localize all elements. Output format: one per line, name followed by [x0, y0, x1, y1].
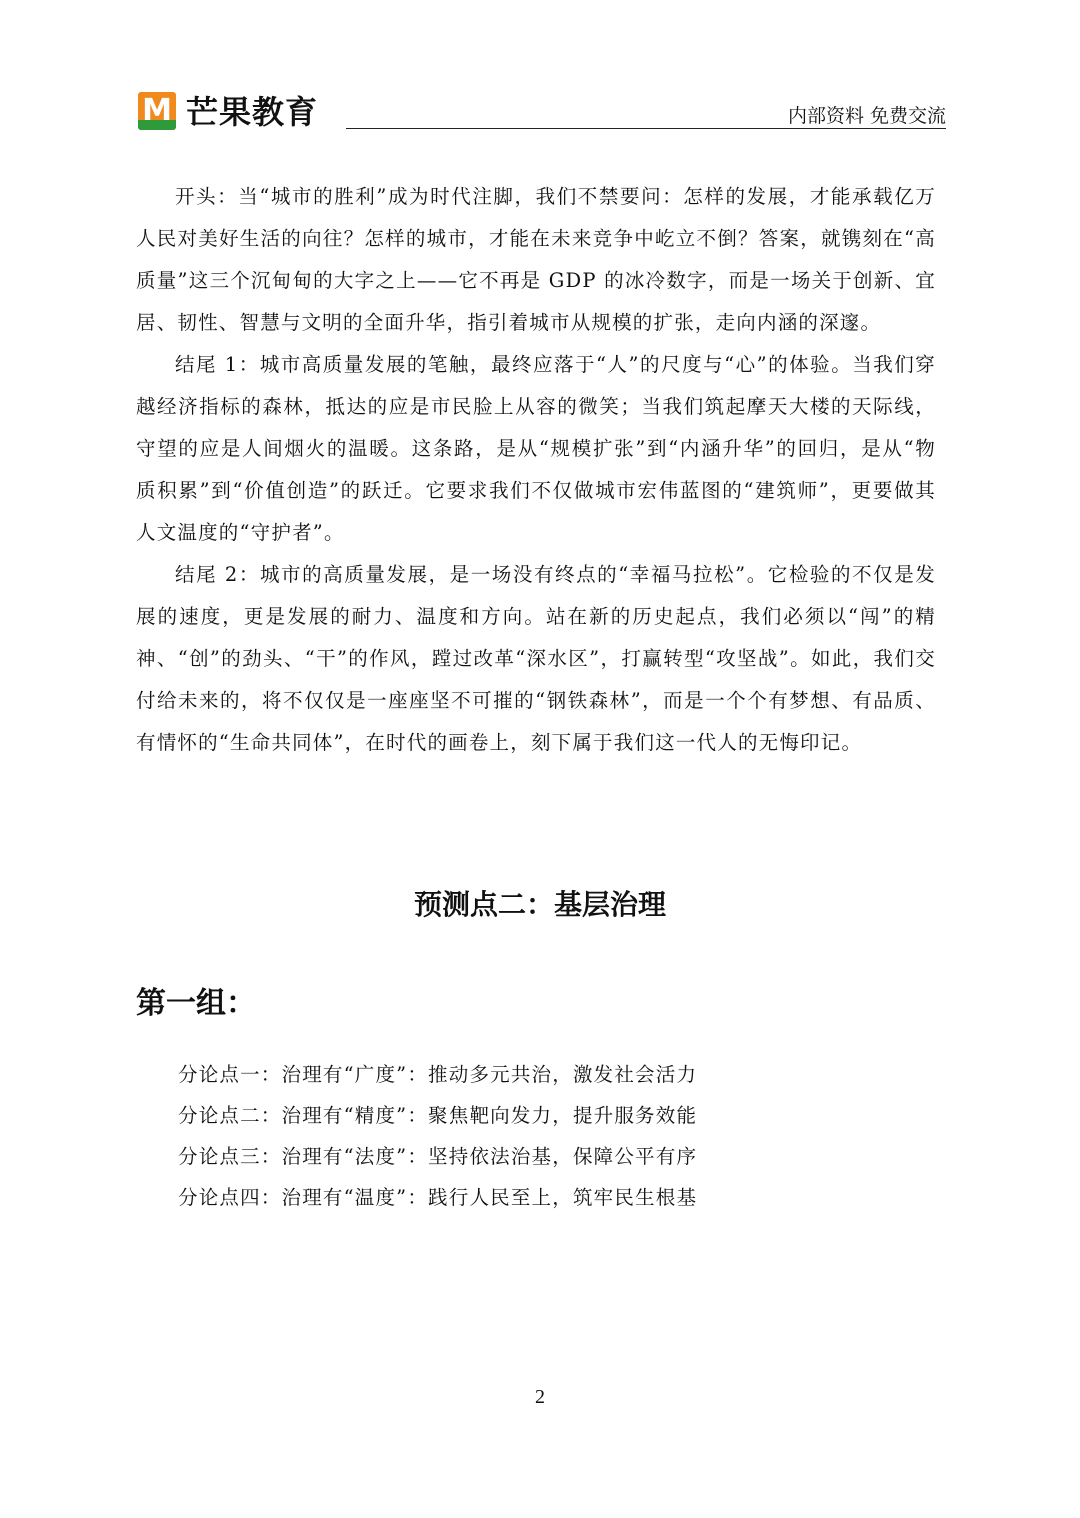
- header-right-label: 内部资料 免费交流: [787, 105, 946, 127]
- page-number: 2: [535, 1386, 545, 1408]
- brand-logo-icon: [138, 92, 176, 130]
- logo-mark: M: [142, 93, 172, 128]
- header-rule: [346, 128, 946, 129]
- body-text: [136, 176, 936, 764]
- brand-name: 芒果教育: [186, 93, 319, 131]
- page-header: [138, 92, 946, 136]
- paragraph-ending-1: 结尾 1：城市高质量发展的笔触，最终应落于“人”的尺度与“心”的体验。当我们穿越经济指标的森林，抵达的应是市民脸上从容的微笑；当我们筑起摩天大楼的天际线，守望的应是人间烟火的温暖。这条路，是从“规模扩张”到“内涵升华”的回归，是从“物质积累”到“价值创造”的跃迁。它要求我们不仅做城市宏伟蓝图的“建筑师”，更要做其人文温度的“守护者”。: [136, 353, 936, 544]
- sub-point-3: 分论点三：治理有“法度”：坚持依法治基，保障公平有序: [178, 1145, 698, 1168]
- sub-point-1: 分论点一：治理有“广度”：推动多元共治，激发社会活力: [178, 1063, 698, 1086]
- paragraph-ending-2: 结尾 2：城市的高质量发展，是一场没有终点的“幸福马拉松”。它检验的不仅是发展的速度，更是发展的耐力、温度和方向。站在新的历史起点，我们必须以“闯”的精神、“创”的劲头、“干”的作风，蹚过改革“深水区”，打赢转型“攻坚战”。如此，我们交付给未来的，将不仅仅是一座座坚不可摧的“钢铁森林”，而是一个个有梦想、有品质、有情怀的“生命共同体”，在时代的画卷上，刻下属于我们这一代人的无悔印记。: [136, 563, 936, 754]
- sub-points-list: [178, 1054, 938, 1218]
- sub-point-4: 分论点四：治理有“温度”：践行人民至上，筑牢民生根基: [178, 1186, 698, 1209]
- paragraph-opening: 开头：当“城市的胜利”成为时代注脚，我们不禁要问：怎样的发展，才能承载亿万人民对美好生活的向往？怎样的城市，才能在未来竞争中屹立不倒？答案，就镌刻在“高质量”这三个沉甸甸的大字之上——它不再是 GDP 的冰冷数字，而是一场关于创新、宜居、韧性、智慧与文明的全面升华，指引着城市从规模的扩张，走向内涵的深邃。: [136, 185, 936, 334]
- sub-point-2: 分论点二：治理有“精度”：聚焦靶向发力，提升服务效能: [178, 1104, 698, 1127]
- section-title: 预测点二：基层治理: [413, 888, 666, 921]
- group-title: 第一组：: [136, 986, 256, 1021]
